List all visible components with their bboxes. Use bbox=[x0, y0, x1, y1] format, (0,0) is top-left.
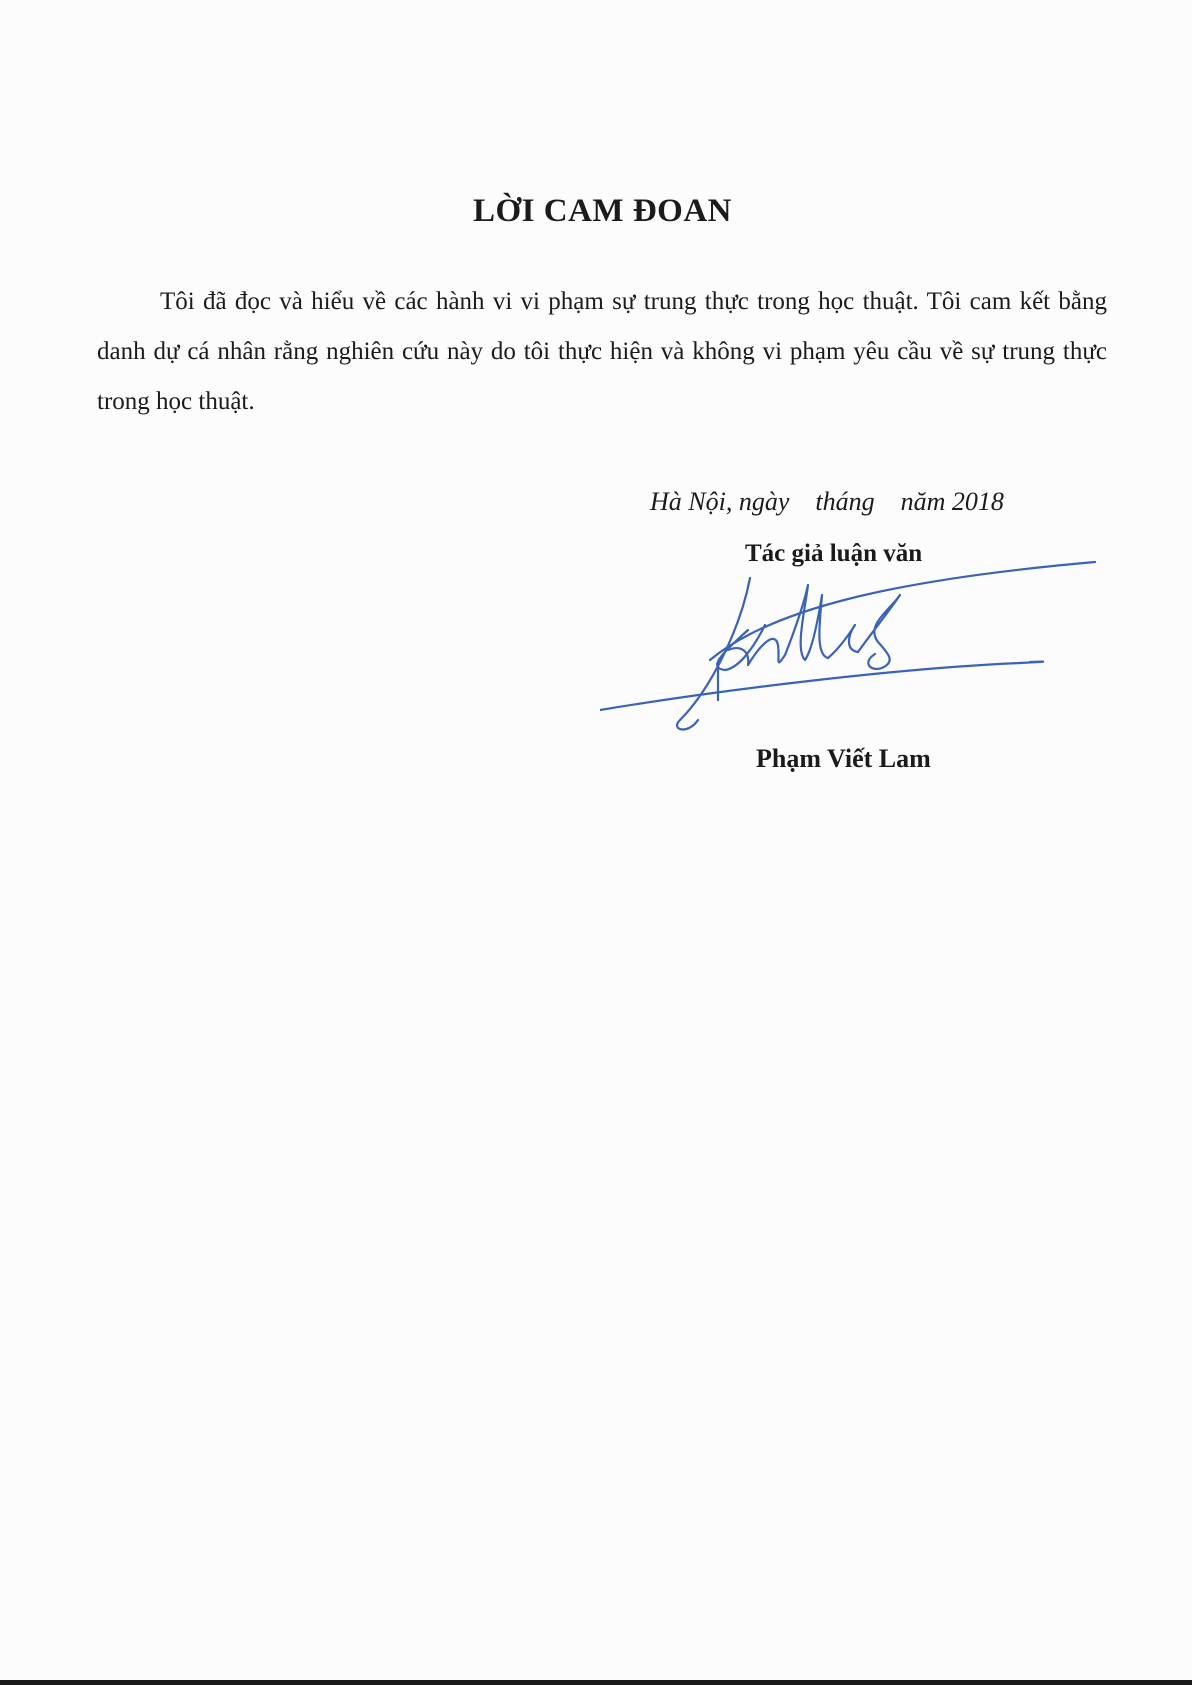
author-name: Phạm Viết Lam bbox=[756, 744, 931, 773]
scan-bottom-edge bbox=[0, 1680, 1192, 1685]
author-role: Tác giả luận văn bbox=[745, 540, 923, 567]
date-line: Hà Nội, ngày tháng năm 2018 bbox=[650, 487, 1004, 516]
page-title: LỜI CAM ĐOAN bbox=[473, 193, 732, 229]
declaration-paragraph: Tôi đã đọc và hiểu về các hành vi vi phạm sự trung thực trong học thuật. Tôi cam kết bằng danh dự cá nhân rằng nghiên cứu này do tôi thực hiện và không vi phạm yêu cầu về sự trung thực trong học thuật. bbox=[97, 288, 1107, 415]
